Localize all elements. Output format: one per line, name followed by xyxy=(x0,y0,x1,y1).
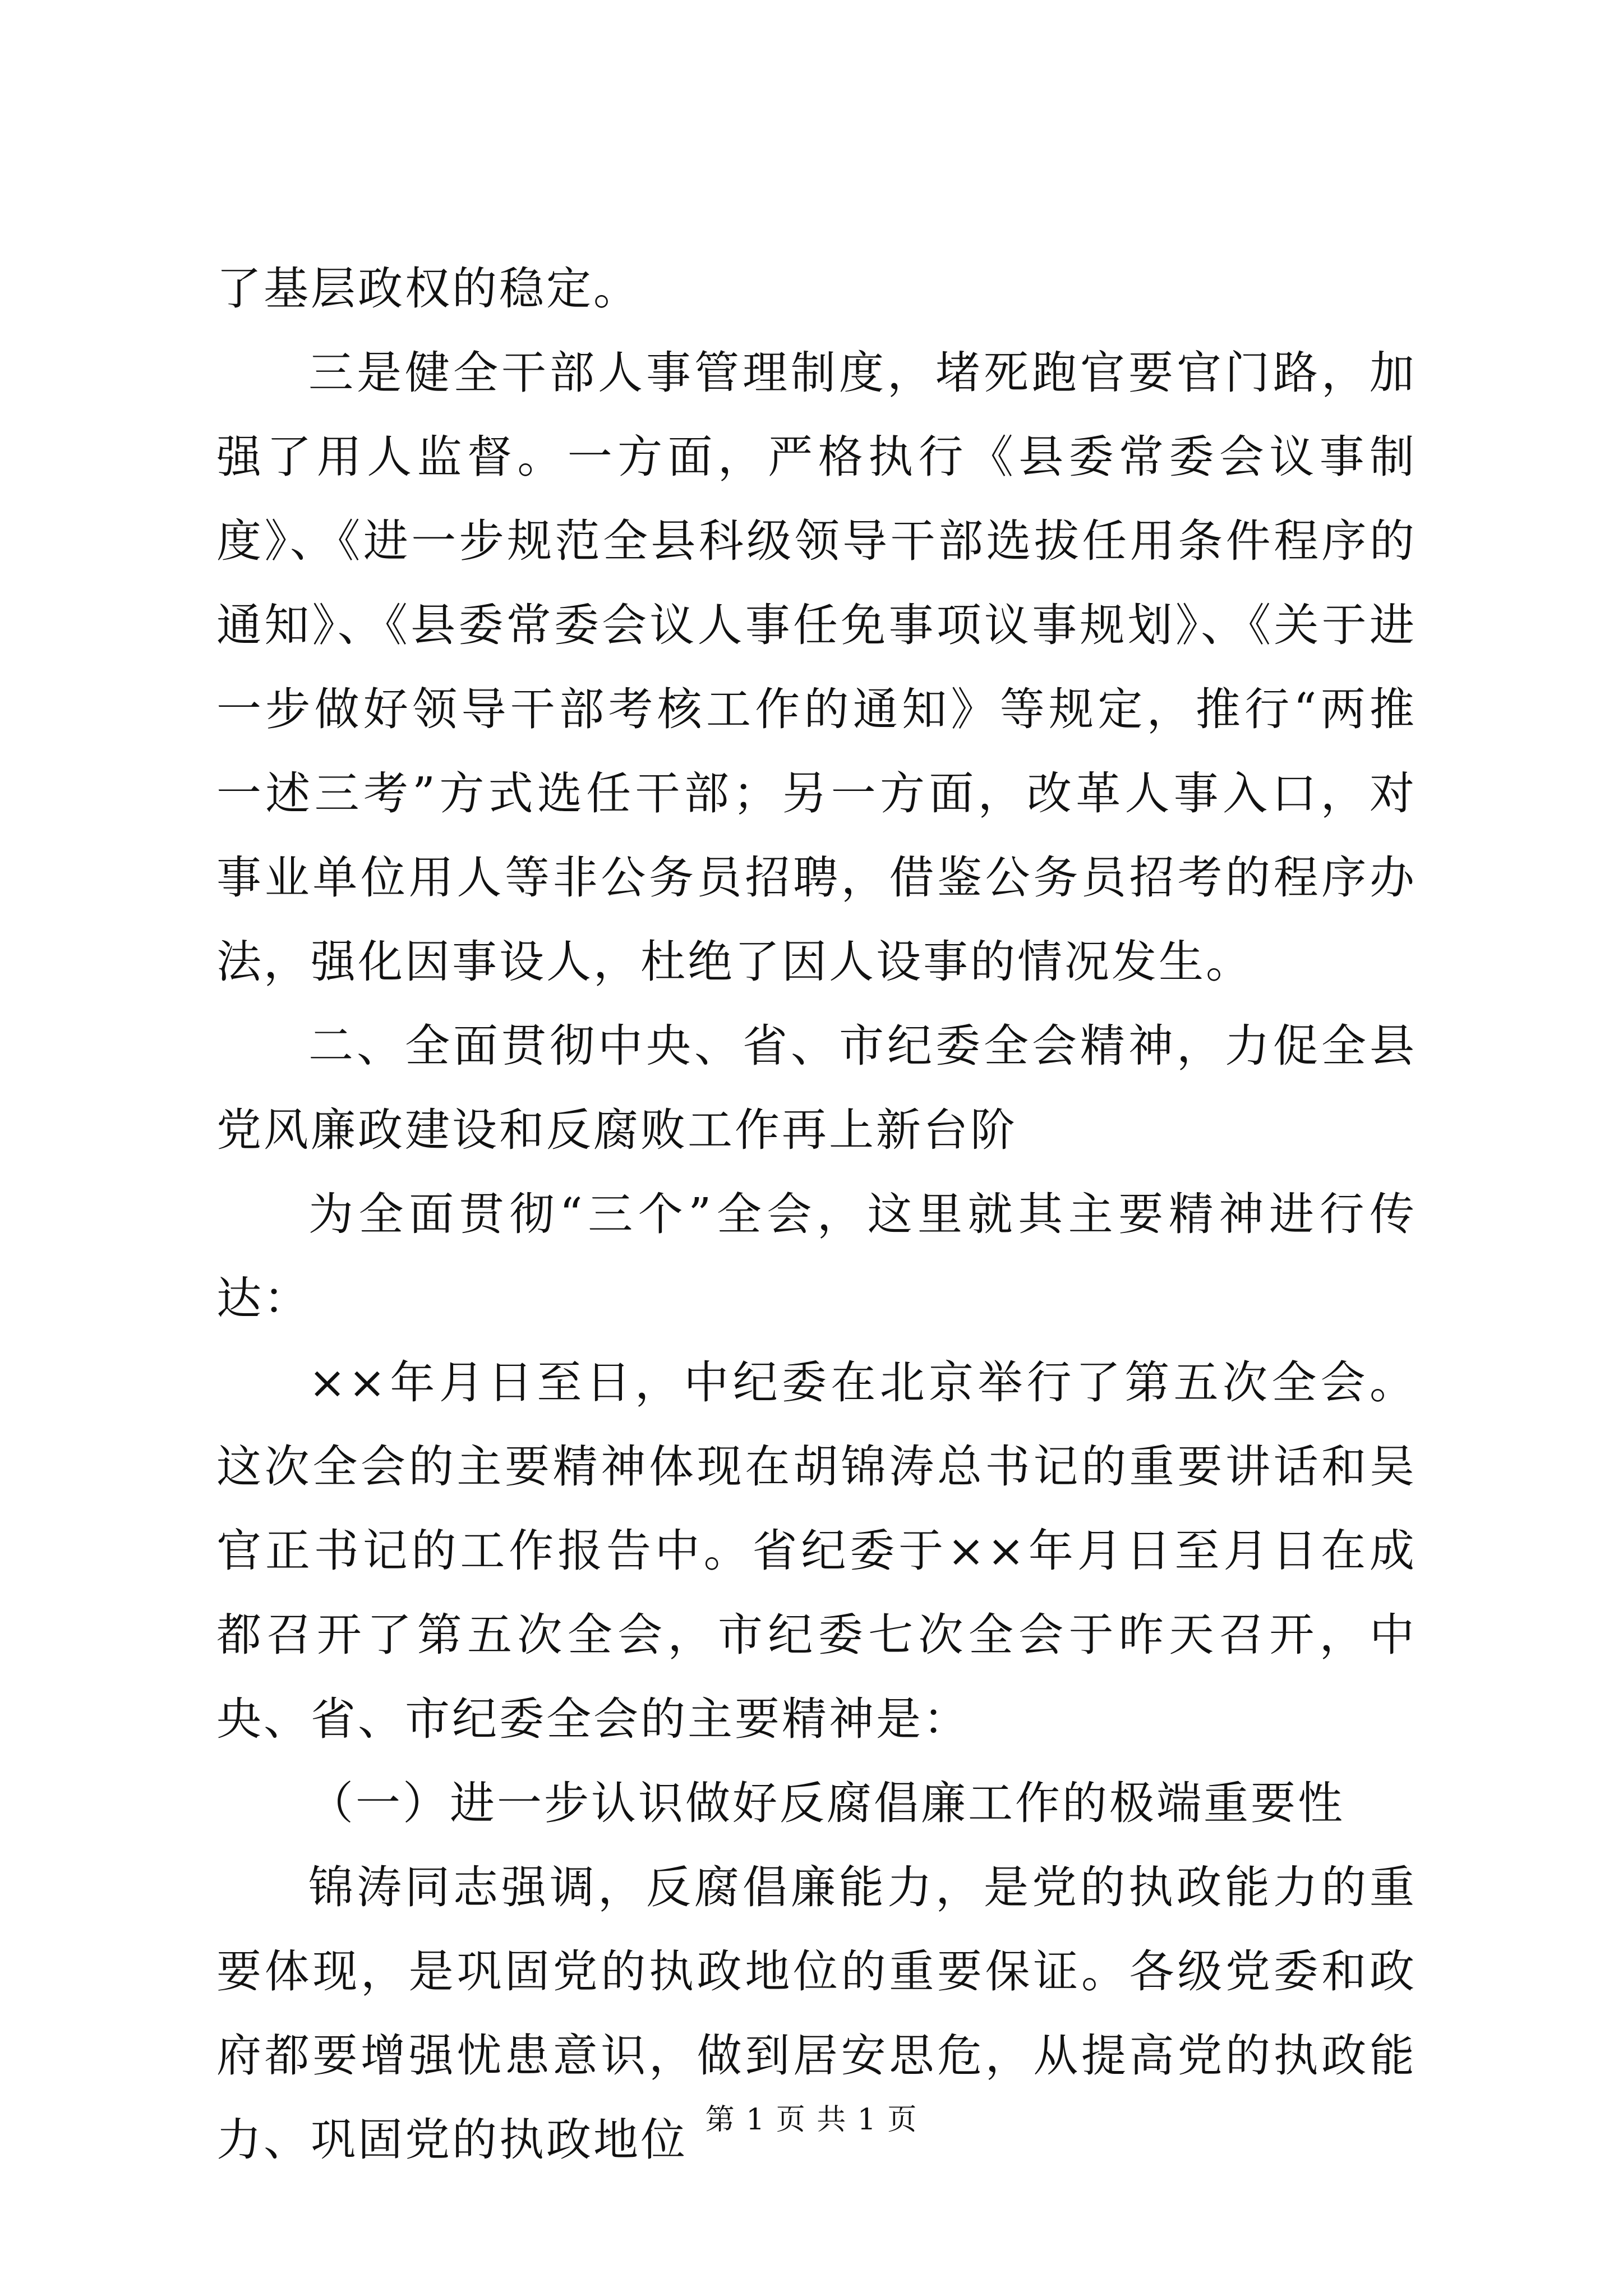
page-footer: 第 1 页 共 1 页 xyxy=(705,2103,918,2137)
paragraph-3: 为全面贯彻“三个”全会，这里就其主要精神进行传达： xyxy=(216,1188,1417,1324)
document-body xyxy=(216,247,1417,2182)
paragraph-5: 锦涛同志强调，反腐倡廉能力，是党的执政能力的重要体现，是巩固党的执政地位的重要保证。各级党委和政府都要增强忧患意识，做到居安思危，从提高党的执政能力、巩固党的执政地位 xyxy=(216,1861,1417,2166)
paragraph-2: 三是健全干部人事管理制度，堵死跑官要官门路，加强了用人监督。一方面，严格执行《县委常委会议事制度》、《进一步规范全县科级领导干部选拔任用条件程序的通知》、《县委常委会议人事任免事项议事规划》、《关于进一步做好领导干部考核工作的通知》等规定，推行“两推一述三考”方式选任干部；另一方面，改革人事入口，对事业单位用人等非公务员招聘，借鉴公务员招考的程序办法，强化因事设人，杜绝了因人设事的情况发生。 xyxy=(216,347,1417,988)
section-heading: 二、全面贯彻中央、省、市纪委全会精神，力促全县党风廉政建设和反腐败工作再上新台阶 xyxy=(216,1020,1417,1156)
sub-heading: （一）进一步认识做好反腐倡廉工作的极端重要性 xyxy=(308,1777,1345,1829)
paragraph-1: 了基层政权的稳定。 xyxy=(216,263,640,315)
paragraph-4: ××年月日至日，中纪委在北京举行了第五次全会。这次全会的主要精神体现在胡锦涛总书记的重要讲话和吴官正书记的工作报告中。省纪委于××年月日至月日在成都召开了第五次全会，市纪委七次全会于昨天召开，中央、省、市纪委全会的主要精神是： xyxy=(216,1356,1417,1745)
